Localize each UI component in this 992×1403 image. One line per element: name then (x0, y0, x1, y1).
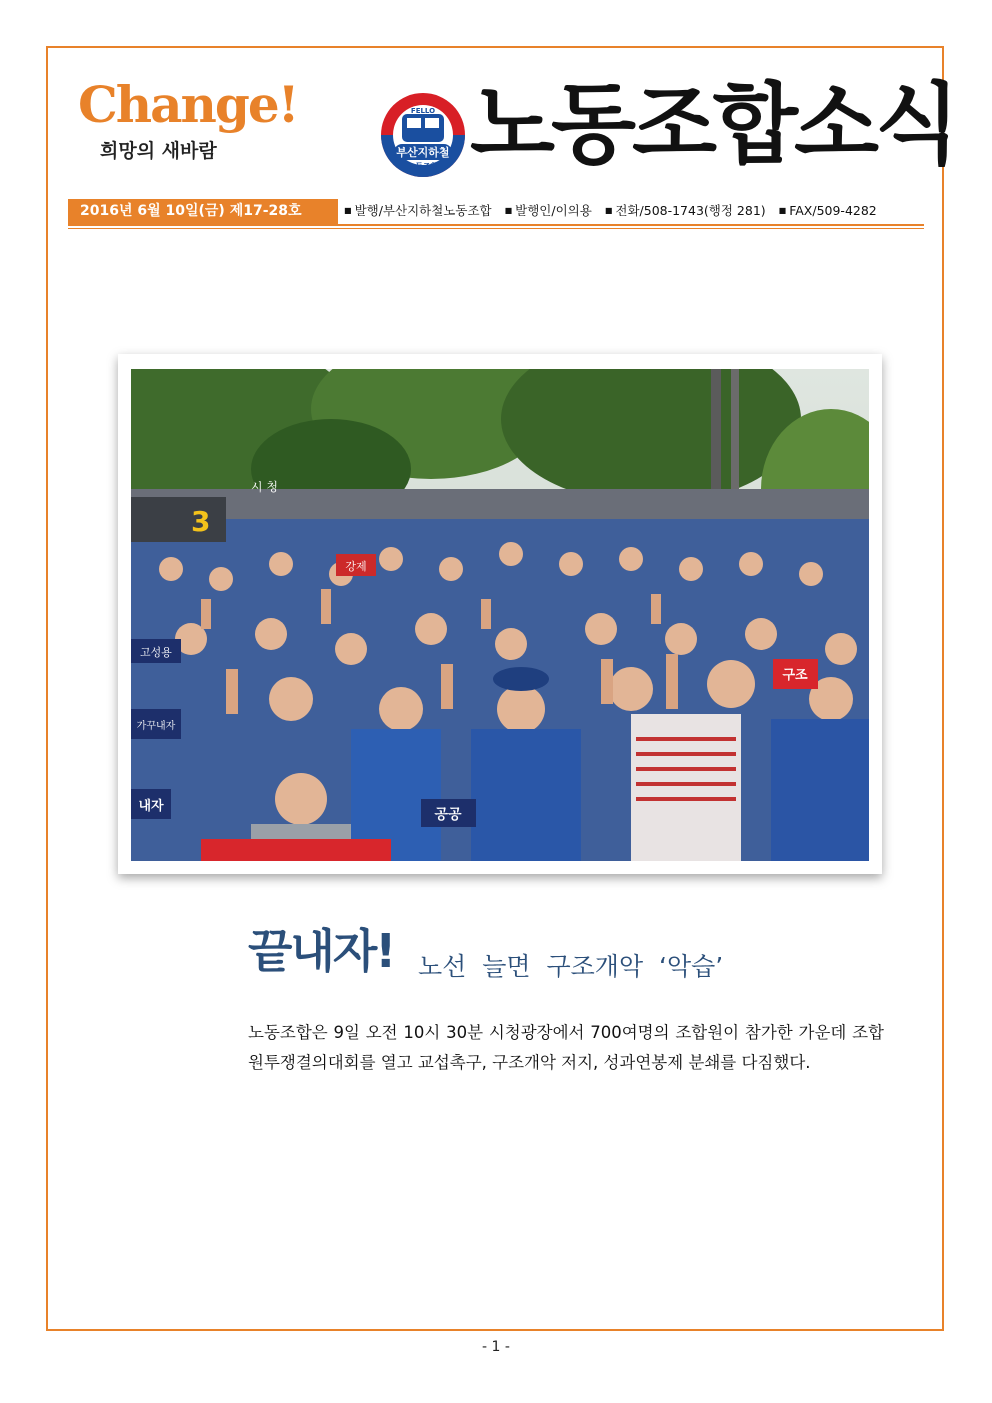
rally-photo-frame (118, 354, 882, 874)
emblem-sub: 노동조합 (407, 162, 439, 171)
publisher-info (344, 203, 886, 219)
headline-sub: 노선 늘면 구조개악 ‘악습’ (418, 952, 724, 981)
rally-photo (131, 369, 869, 861)
sign-naeja: 내자 (138, 799, 164, 814)
sign-gangje: 강제 (345, 560, 367, 573)
publisher-item: ■ 전화/508-1743(행정 281) (604, 203, 766, 218)
masthead-title: 노동조합소식 (470, 72, 957, 176)
header-rule (68, 224, 924, 226)
change-logo: Change! (78, 75, 298, 134)
header-rule-thin (68, 228, 924, 229)
union-emblem-icon (380, 92, 466, 178)
sign-number: 3 (191, 505, 211, 538)
article-body: 노동조합은 9일 오전 10시 30분 시청광장에서 700여명의 조합원이 참가한 가운데 조합원투쟁결의대회를 열고 교섭촉구, 구조개악 저지, 성과연봉제 분쇄를 다짐했다. (248, 1023, 884, 1072)
sign-gujo: 구조 (782, 668, 808, 683)
sign-goseong: 고성용 (140, 646, 172, 659)
logo-subtitle: 희망의 새바람 (100, 140, 217, 162)
emblem-top-text: FELLO (410, 107, 436, 115)
issue-date-bar: 2016년 6월 10일(금) 제17-28호 (68, 199, 338, 224)
sign-gakkunaeja: 가꾸내자 (136, 721, 176, 732)
publisher-item: ■ 발행/부산지하철노동조합 (344, 203, 492, 218)
emblem-name: 부산지하철 (396, 146, 450, 159)
publisher-item: ■ 발행인/이의용 (504, 203, 592, 218)
page-number: - 1 - (482, 1339, 510, 1355)
publisher-item: ■ FAX/509-4282 (778, 203, 877, 218)
sign-cityhall: 시 청 (251, 480, 278, 494)
sign-gonggong: 공공 (434, 807, 462, 823)
headline-main: 끝내자! (248, 924, 395, 978)
